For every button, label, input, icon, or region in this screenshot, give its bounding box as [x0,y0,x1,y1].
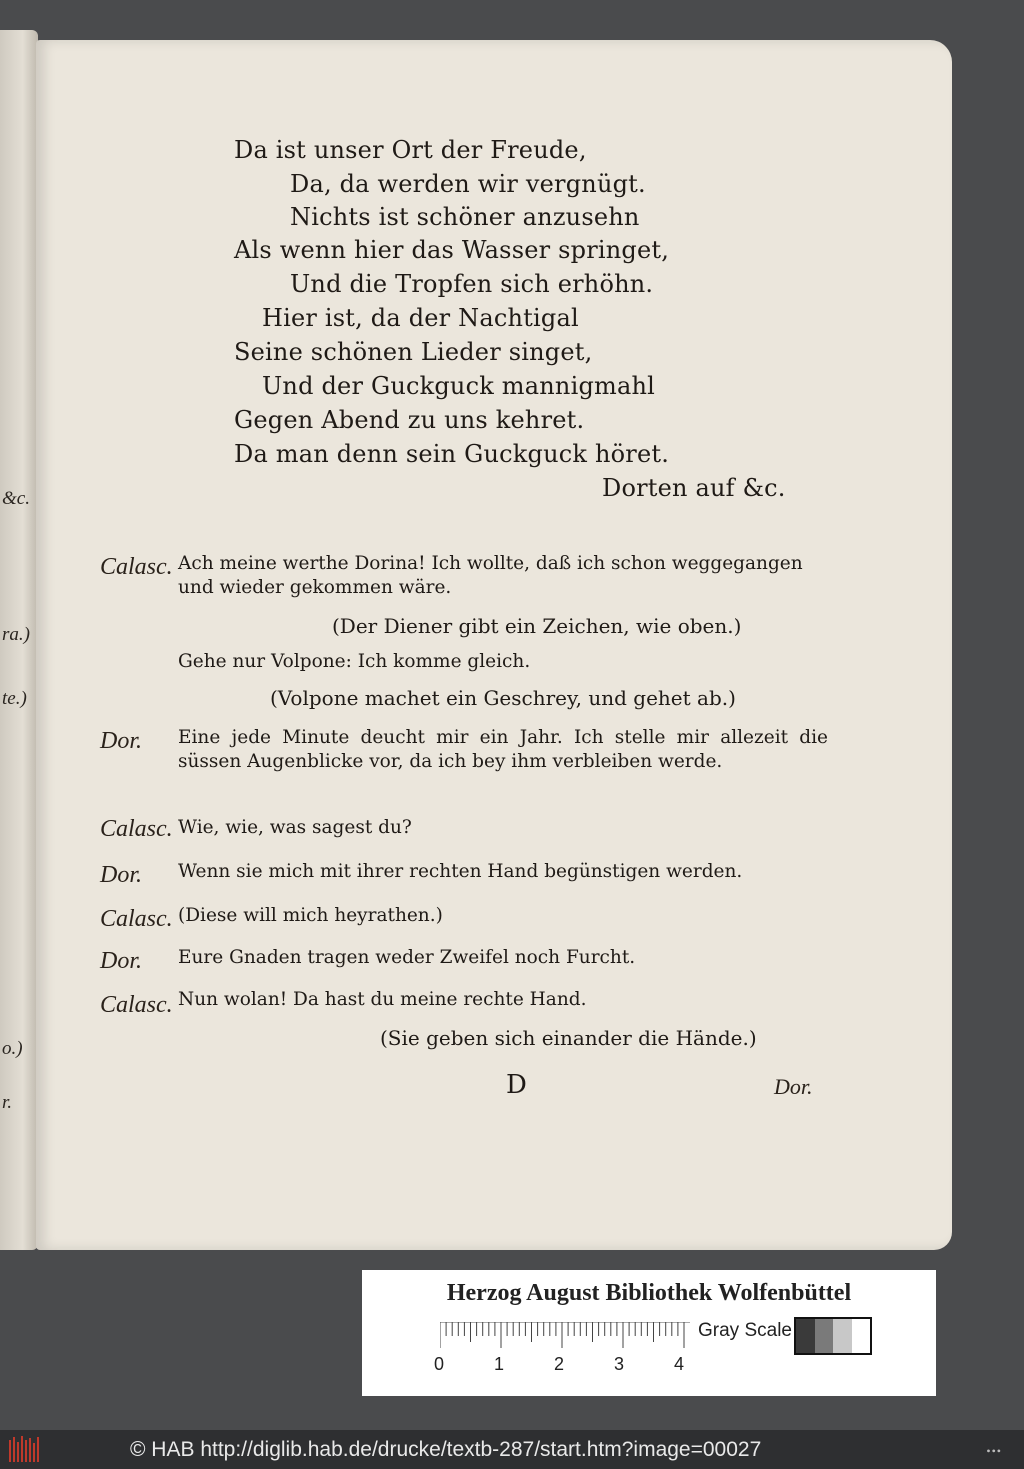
poem-line: Da man denn sein Guckguck höret. [234,440,670,468]
facing-page-fragment: r. [2,1092,13,1113]
more-options-icon[interactable]: ••• [986,1444,1002,1458]
poem-line: Und der Guckguck mannigmahl [262,372,656,400]
gray-scale-label: Gray Scale [698,1320,792,1341]
copyright-url[interactable]: © HAB http://diglib.hab.de/drucke/textb-287/start.htm?image=00027 [130,1438,762,1461]
viewer-footer [0,1430,1024,1469]
ruler-number: 3 [614,1354,625,1374]
gray-swatch [796,1319,815,1353]
poem-line: Gegen Abend zu uns kehret. [234,406,585,434]
ruler-number: 1 [494,1354,505,1374]
speaker-label: Dor. [100,948,143,974]
poem-line: Da ist unser Ort der Freude, [234,136,587,164]
facing-page-fragment: &c. [2,488,30,509]
facing-page-fragment: o.) [2,1038,23,1059]
poem-line: Als wenn hier das Wasser springet, [234,236,670,264]
ruler-number: 2 [554,1354,565,1374]
speaker-label: Calasc. [100,906,173,932]
gray-swatch [852,1319,871,1353]
speech-text: Ach meine werthe Dorina! Ich wollte, daß ich schon weggegangen und wieder gekommen wäre. [178,553,803,598]
speech-text: Eure Gnaden tragen weder Zweifel noch Furcht. [178,947,636,968]
speaker-label: Dor. [100,862,143,888]
ruler-number: 0 [434,1354,445,1374]
poem-line: Da, da werden wir vergnügt. [290,170,646,198]
catchword: Dor. [774,1074,813,1099]
stage-direction: (Der Diener gibt ein Zeichen, wie oben.) [332,614,742,638]
gray-swatch [815,1319,834,1353]
speaker-label: Calasc. [100,992,173,1018]
gray-scale-strip [794,1317,872,1355]
hab-logo-icon [8,1434,42,1464]
gray-swatch [833,1319,852,1353]
signature-mark: D [506,1070,527,1100]
speaker-label: Calasc. [100,816,173,842]
poem-line: Nichts ist schöner anzusehn [290,203,640,231]
speech-text: (Diese will mich heyrathen.) [178,905,443,926]
scale-ruler [440,1322,690,1348]
speech-text: Wie, wie, was sagest du? [178,817,412,838]
poem-line: Und die Tropfen sich erhöhn. [290,270,654,298]
poem-line: Seine schönen Lieder singet, [234,338,593,366]
speech-text: Eine jede Minute deucht mir ein Jahr. Ich stelle mir allezeit die süssen Augenblicke vor, da ich bey ihm verbleiben werde. [178,727,828,772]
poem-refrain: Dorten auf &c. [602,474,786,502]
speech-text: Wenn sie mich mit ihrer rechten Hand begünstigen werden. [178,861,743,882]
book-page [36,40,952,1250]
stage-direction: (Volpone machet ein Geschrey, und gehet ab.) [270,686,736,710]
speech-text: Gehe nur Volpone: Ich komme gleich. [178,651,531,672]
poem-line: Hier ist, da der Nachtigal [262,304,579,332]
color-calibration-card [362,1270,936,1396]
facing-page-fragment: ra.) [2,624,30,645]
ruler-number: 4 [674,1354,685,1374]
facing-page-edge [0,30,38,1250]
stage-direction: (Sie geben sich einander die Hände.) [380,1026,757,1050]
library-title: Herzog August Bibliothek Wolfenbüttel [446,1280,852,1306]
facing-page-fragment: te.) [2,688,27,709]
speaker-label: Calasc. [100,554,173,580]
speaker-label: Dor. [100,728,143,754]
speech-text: Nun wolan! Da hast du meine rechte Hand. [178,989,587,1010]
